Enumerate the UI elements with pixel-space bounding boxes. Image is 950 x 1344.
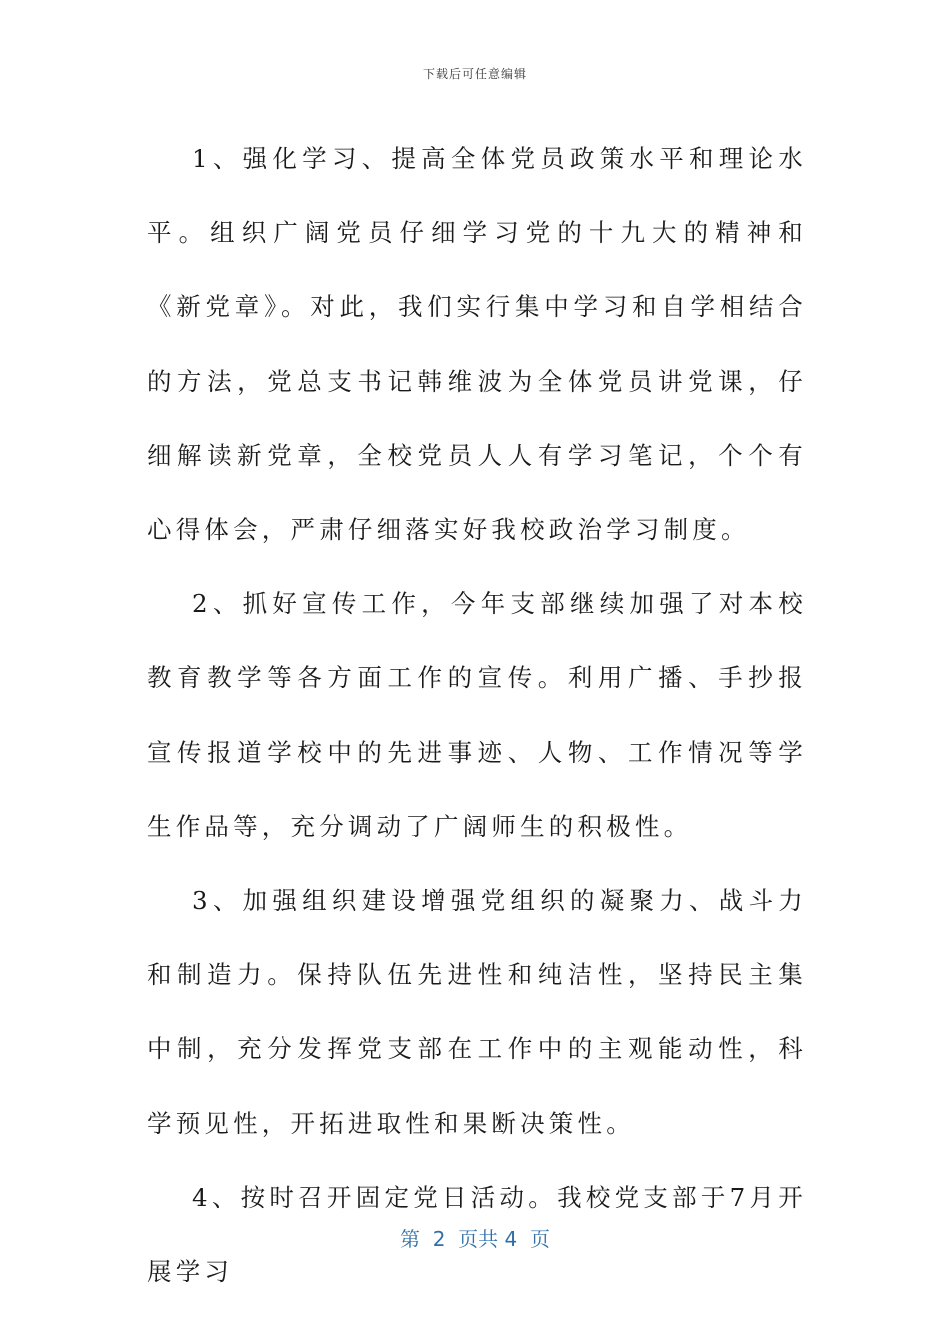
paragraph-2: 2、抓好宣传工作，今年支部继续加强了对本校教育教学等各方面工作的宣传。利用广播、手抄报宣传报道学校中的先进事迹、人物、工作情况等学生作品等，充分调动了广阔师生的积极性。 [147,589,807,841]
paragraph-3: 3、加强组织建设增强党组织的凝聚力、战斗力和制造力。保持队伍先进性和纯洁性，坚持民主集中制，充分发挥党支部在工作中的主观能动性，科学预见性，开拓进取性和果断决策性。 [147,886,807,1138]
paragraph-4: 4、按时召开固定党日活动。我校党支部于7月开展学习 [147,1182,807,1287]
footer-total-pages: 4 [504,1227,518,1251]
footer-suffix: 页 [529,1227,550,1251]
document-body [147,122,807,1309]
footer-middle: 页共 [458,1227,499,1251]
page-footer [0,1226,950,1252]
footer-current-page: 2 [432,1227,446,1251]
footer-prefix: 第 [400,1227,420,1251]
paragraph-1: 1、强化学习、提高全体党员政策水平和理论水平。组织广阔党员仔细学习党的十九大的精神和《新党章》。对此，我们实行集中学习和自学相结合的方法，党总支书记韩维波为全体党员讲党课，仔细解读新党章，全校党员人人有学习笔记，个个有心得体会，严肃仔细落实好我校政治学习制度。 [147,144,807,545]
page-header-note: 下载后可任意编辑 [422,67,527,81]
